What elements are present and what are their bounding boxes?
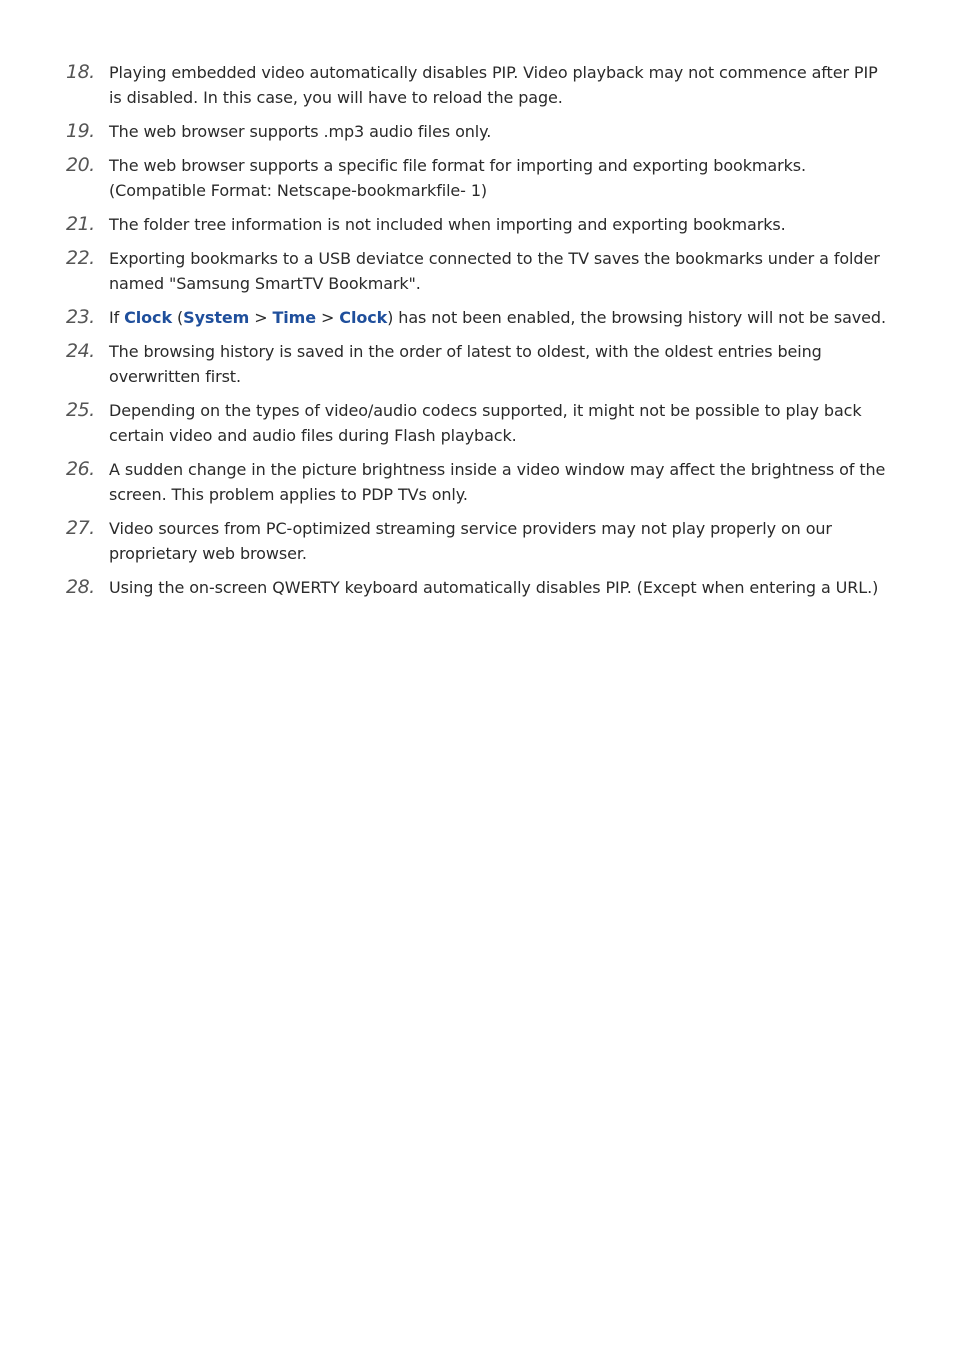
note-text: The web browser supports a specific file format for importing and exporting bookmarks. (Compatible Format: Netscape-bookmarkfile- 1)	[109, 156, 806, 200]
note-item-23	[0, 305, 954, 330]
note-item-28	[0, 575, 954, 600]
note-text-prefix: If	[109, 308, 125, 327]
menu-path-time[interactable]: Time	[272, 308, 317, 327]
open-paren: (	[172, 308, 184, 327]
menu-item-clock-link[interactable]: Clock	[124, 308, 172, 327]
path-separator: >	[316, 308, 340, 327]
menu-path-clock[interactable]: Clock	[339, 308, 388, 327]
note-text: Playing embedded video automatically disables PIP. Video playback may not commence after PIP is disabled. In this case, you will have to reload the page.	[109, 63, 878, 107]
note-item-19	[0, 119, 954, 144]
note-text: The folder tree information is not included when importing and exporting bookmarks.	[109, 215, 786, 234]
note-text: Using the on-screen QWERTY keyboard automatically disables PIP. (Except when entering a URL.)	[109, 578, 879, 597]
note-item-26	[0, 457, 954, 507]
note-item-27	[0, 516, 954, 566]
note-text: The web browser supports .mp3 audio files only.	[109, 122, 492, 141]
note-text: Depending on the types of video/audio codecs supported, it might not be possible to play back certain video and audio files during Flash playback.	[109, 401, 862, 445]
note-item-25	[0, 398, 954, 448]
note-text-suffix: ) has not been enabled, the browsing history will not be saved.	[387, 308, 886, 327]
notes-list	[0, 60, 954, 609]
note-number: 21.	[66, 213, 95, 235]
note-number: 25.	[66, 399, 95, 421]
note-text: The browsing history is saved in the order of latest to oldest, with the oldest entries being overwritten first.	[109, 342, 822, 386]
note-number: 23.	[66, 306, 95, 328]
note-item-18	[0, 60, 954, 110]
note-number: 19.	[66, 120, 95, 142]
note-item-21	[0, 212, 954, 237]
note-text: Video sources from PC-optimized streaming service providers may not play properly on our proprietary web browser.	[109, 519, 832, 563]
note-number: 28.	[66, 576, 95, 598]
note-number: 26.	[66, 458, 95, 480]
note-item-20	[0, 153, 954, 203]
note-text	[109, 305, 890, 330]
note-text: A sudden change in the picture brightness inside a video window may affect the brightness of the screen. This problem applies to PDP TVs only.	[109, 460, 886, 504]
path-separator: >	[249, 308, 273, 327]
note-number: 18.	[66, 61, 95, 83]
note-number: 20.	[66, 154, 95, 176]
note-text: Exporting bookmarks to a USB deviatce connected to the TV saves the bookmarks under a folder named "Samsung SmartTV Bookmark".	[109, 249, 880, 293]
note-number: 27.	[66, 517, 95, 539]
note-number: 22.	[66, 247, 95, 269]
note-number: 24.	[66, 340, 95, 362]
menu-path-system[interactable]: System	[183, 308, 250, 327]
note-item-24	[0, 339, 954, 389]
note-item-22	[0, 246, 954, 296]
